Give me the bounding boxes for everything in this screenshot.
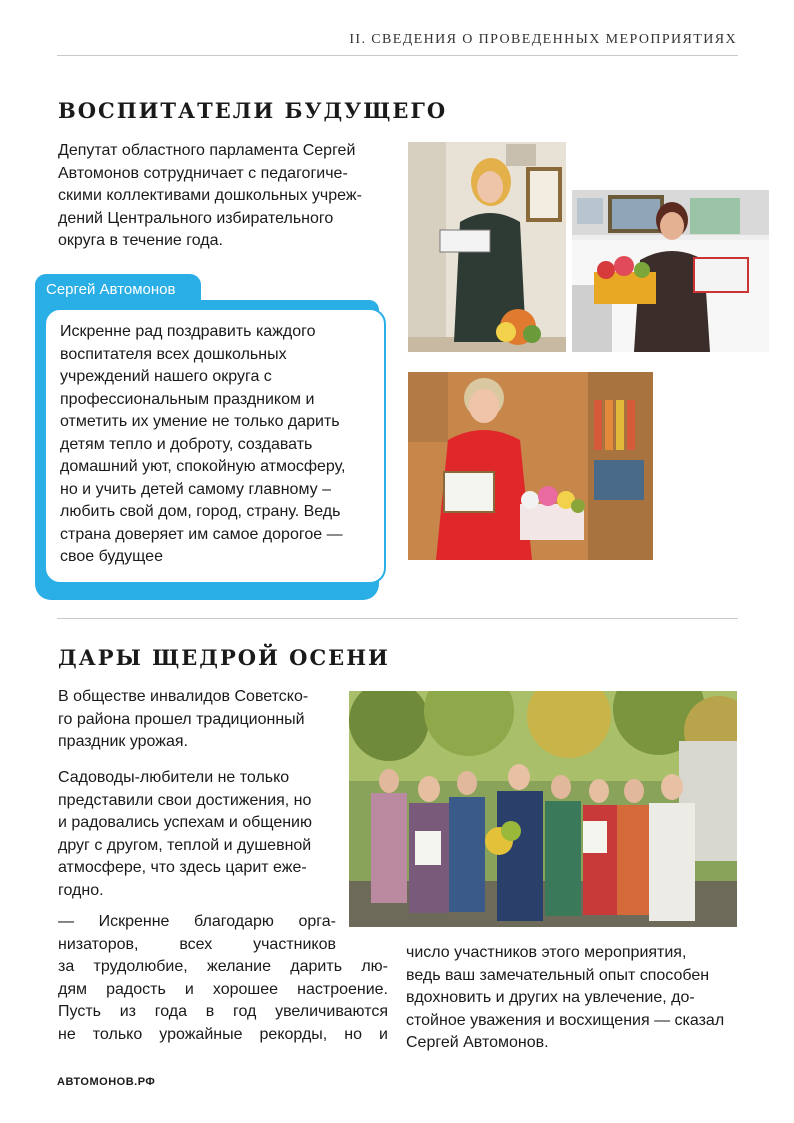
text-line: ведь ваш замечательный опыт способен [406,966,710,984]
running-header: II. СВЕДЕНИЯ О ПРОВЕДЕННЫХ МЕРОПРИЯТИЯХ [349,32,737,47]
autumn-para-3-col2 [406,942,738,1055]
photo-educator-certificate [408,142,566,352]
text-line: стойное уважения и восхищения — сказал [406,1011,725,1029]
section-title-educators: ВОСПИТАТЕЛИ БУДУЩЕГО [58,98,448,123]
quote-author-label: Сергей Автомонов [46,281,176,298]
text-line: Садоводы-любители не только [58,769,290,786]
text-line: Автомонов сотрудничает с педагогиче- [58,164,348,182]
quote-text [60,321,380,569]
text-line: не только урожайные рекорды, но и [58,1025,388,1043]
section-title-autumn: ДАРЫ ЩЕДРОЙ ОСЕНИ [58,645,390,670]
text-line: профессиональным праздником и [60,390,315,408]
section-divider [57,618,738,619]
text-line: Депутат областного парламента Сергей [58,142,356,159]
text-line: число участников этого мероприятия, [406,944,687,961]
photo-educator-basket [408,372,653,560]
text-line: праздник урожая. [58,733,188,750]
autumn-para-3-wide [58,956,388,1046]
text-line: низаторов, всех участников [58,935,336,953]
text-line: округа в течение года. [58,232,223,249]
text-line: друг с другом, теплой и душевной [58,836,312,854]
text-line: Сергей Автомонов. [406,1034,549,1051]
text-line: дений Центрального избирательного [58,209,334,227]
text-line: отметить их умение не только дарить [60,413,340,430]
text-line: и радовались успехам и общению [58,814,312,831]
text-line: скими коллективами дошкольных учреж- [58,187,362,204]
text-line: представили свои достижения, но [58,791,312,809]
text-line: Искренне рад поздравить каждого [60,323,316,340]
text-line: но и учить детей самому главному – [60,480,331,498]
text-line: дям радость и хорошее настроение. [58,980,388,998]
footer-site-link[interactable]: АВТОМОНОВ.РФ [57,1076,156,1088]
text-line: атмосфере, что здесь царит еже- [58,859,307,876]
text-line: воспитателя всех дошкольных [60,345,287,363]
text-line: за трудолюбие, желание дарить лю- [58,958,388,975]
text-line: годно. [58,881,104,899]
text-line: домашний уют, спокойную атмосферу, [60,458,346,475]
text-line: страна доверяет им самое дорогое — [60,525,343,543]
text-line: вдохновить и других на увлечение, до- [406,989,695,1006]
autumn-para-3-start [58,911,336,956]
text-line: го района прошел традиционный [58,710,305,728]
text-line: свое будущее [60,548,163,565]
photo-harvest-group [349,691,737,927]
text-line: Пусть из года в год увеличиваются [58,1003,388,1020]
autumn-para-2 [58,767,343,902]
text-line: любить свой дом, город, страну. Ведь [60,503,341,520]
educators-intro [58,140,398,253]
photo-educator-flowers [572,190,769,352]
text-line: В обществе инвалидов Советско- [58,688,309,705]
text-line: — Искренне благодарю орга- [58,913,336,930]
header-divider [57,55,738,56]
autumn-para-1 [58,686,343,754]
text-line: детям тепло и доброту, создавать [60,435,313,453]
text-line: учреждений нашего округа с [60,368,272,385]
